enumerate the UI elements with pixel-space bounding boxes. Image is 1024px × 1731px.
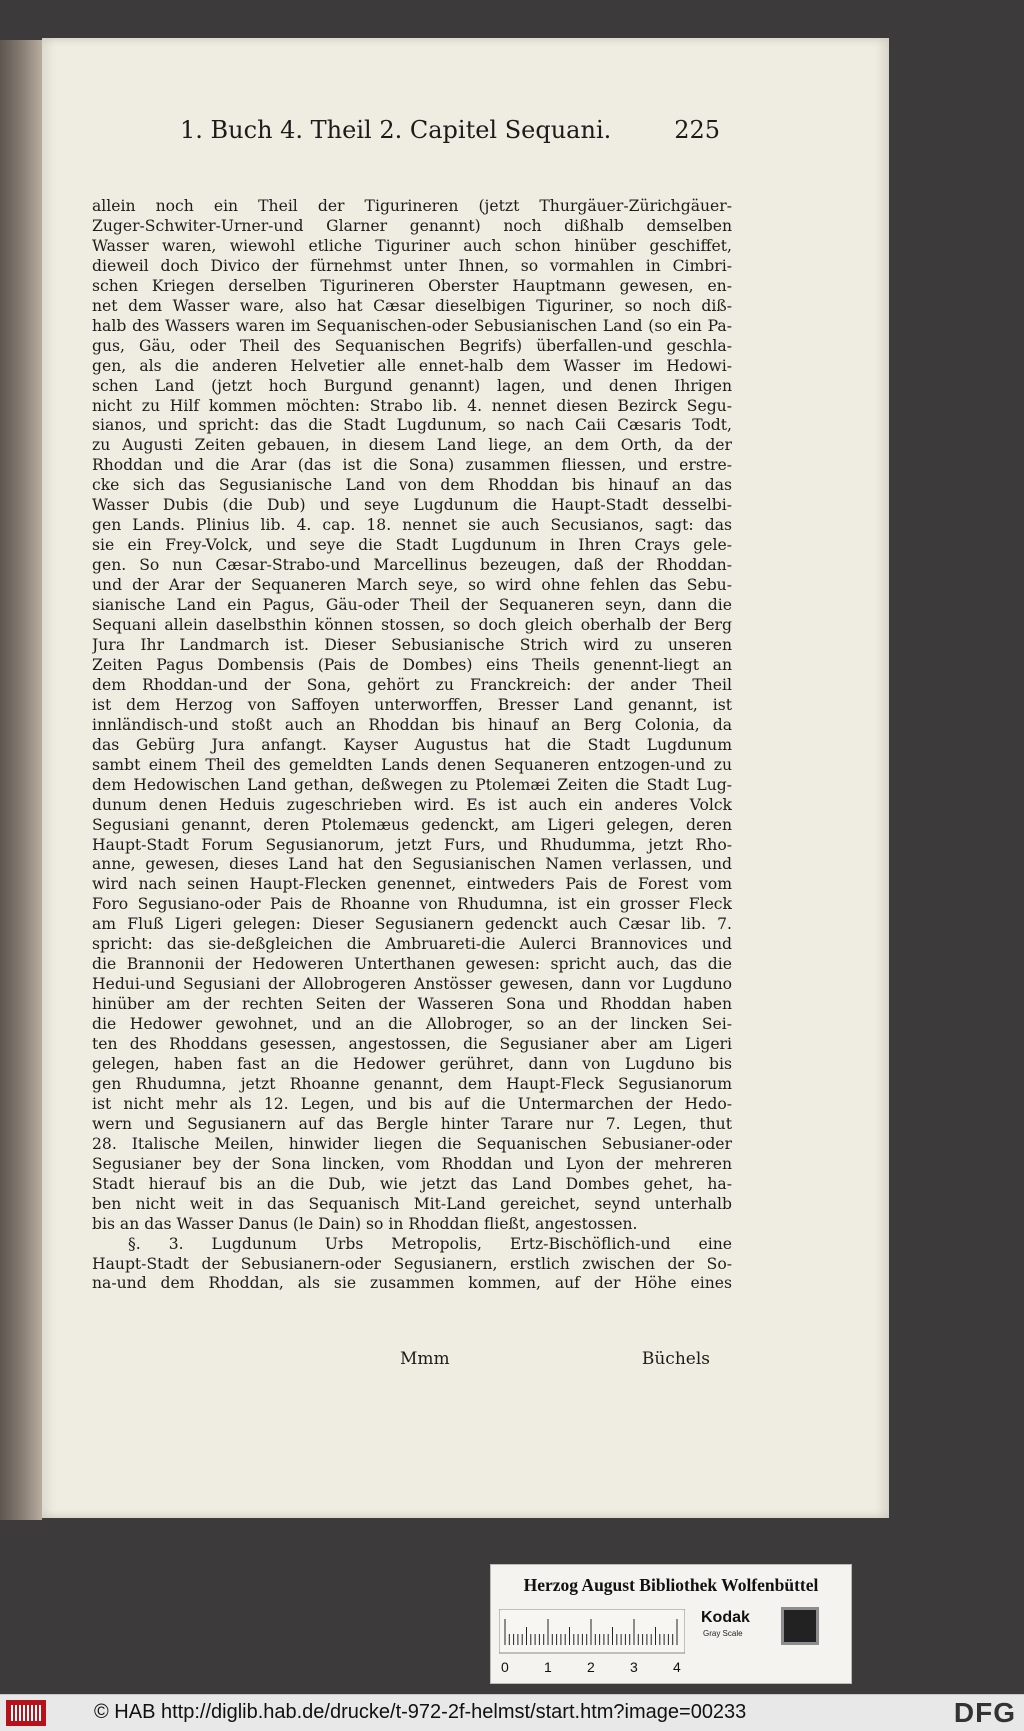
copyright-link[interactable]: © HAB http://diglib.hab.de/drucke/t-972-2f-helmst/start.htm?image=00233 [94,1701,747,1723]
text-line: net dem Wasser ware, also hat Cæsar dieselbigen Tiguriner, so noch diß- [92,296,732,315]
text-line: allein noch ein Theil der Tigurineren (jetzt Thurgäuer-Zürichgäuer- [92,197,732,215]
gray-patch [781,1607,819,1645]
catchword: Büchels [641,1349,710,1369]
text-line: wird nach seinen Haupt-Flecken genennet, eintweders Pais de Forest vom [92,875,732,894]
text-line: na-und dem Rhoddan, als sie zusammen kommen, auf der Höhe eines [92,1274,732,1293]
ruler-number: 2 [587,1659,595,1675]
text-line: Foro Segusiano-oder Pais de Rhoanne von Rhudumna, ist ein grosser Fleck [92,895,732,914]
text-line: sie ein Frey-Volck, und seye die Stadt Lugdunum in Ihren Crays gele- [92,536,732,555]
text-line: Haupt-Stadt Forum Segusianorum, jetzt Furs, und Rhudumma, jetzt Rho- [92,835,732,854]
text-line: Hedui-und Segusiani der Allobrogeren Anstösser gewesen, dann vor Lugduno [92,975,732,994]
page-header [180,116,720,152]
dfg-logo: DFG [953,1697,1016,1728]
text-line: §. 3. Lugdunum Urbs Metropolis, Ertz-Bischöflich-und eine [128,1234,732,1253]
text-line: dem Rhoddan-und der Sona, gehört zu Franckreich: der ander Theil [92,675,732,694]
text-line: sianische Land ein Pagus, Gäu-oder Theil der Sequaneren seyn, dann die [92,596,732,615]
text-line: Jura Ihr Landmarch ist. Dieser Sebusianische Strich wird zu unseren [92,635,732,654]
text-line: hinüber am der rechten Seiten der Wasseren Sona und Rhoddan haben [92,995,732,1014]
text-line: Zuger-Schwiter-Urner-und Glarner genannt) noch dißhalb demselben [92,216,732,235]
text-line: Zeiten Pagus Dombensis (Pais de Dombes) eins Theils genennt-liegt an [92,655,732,674]
kodak-gray-scale [695,1605,845,1647]
text-line: anne, gewesen, dieses Land hat den Segusianischen Namen verlassen, und [92,855,732,874]
color-calibration-card [490,1564,852,1684]
text-line: schen Land (jetzt hoch Burgund genannt) lagen, und denen Ihrigen [92,376,732,395]
text-line: Sequani allein daselbsthin können stossen, so doch gleich oberhalb der Berg [92,616,732,635]
left-page-edge [0,40,42,1520]
text-line: Stadt hierauf bis an die Dub, wie jetzt das Land Dombes gehet, ha- [92,1174,732,1193]
kodak-brand: Kodak [701,1609,750,1626]
text-line: ben nicht weit in das Sequanisch Mit-Land gereichet, seynd unterhalb [92,1194,732,1213]
text-line: Segusianer bey der Sona lincken, vom Rhoddan und Lyon der mehreren [92,1154,732,1173]
text-line: gen Rhudumna, jetzt Rhoanne genannt, dem Haupt-Fleck Segusianorum [92,1074,732,1093]
gray-scale-label: Gray Scale [703,1629,743,1638]
text-line: Rhoddan und die Arar (das ist die Sona) zusammen fliessen, und erstre- [92,456,732,475]
text-line: Segusiani genannt, deren Ptolemæus gedenckt, am Ligeri gelegen, deren [92,815,732,834]
ruler-number: 1 [544,1659,552,1675]
text-line: spricht: das sie-deßgleichen die Ambruareti-die Aulerci Brannovices und [92,935,732,954]
text-line: dieweil doch Divico der fürnehmst unter Ihnen, so vormahlen in Cimbri- [92,256,732,275]
running-head: 1. Buch 4. Theil 2. Capitel Sequani. [180,116,612,144]
text-line: ten des Rhoddans gesessen, angestossen, die Segusianer aber am Ligeri [92,1035,732,1054]
text-line: und der Arar der Sequaneren March seye, so wird ohne fehlen das Sebu- [92,576,732,595]
text-line: Haupt-Stadt der Sebusianern-oder Segusianern, erstlich zwischen der So- [92,1254,732,1273]
text-line: cke sich das Segusianische Land von dem Rhoddan bis hinauf an das [92,476,732,495]
text-line: die Brannonii der Hedoweren Unterthanen gewesen: spricht auch, das die [92,955,732,974]
text-line: halb des Wassers waren im Sequanischen-oder Sebusianischen Land (so ein Pa- [92,316,732,335]
text-line: gus, Gäu, oder Theil des Sequanischen Begrifs) überfallen-und geschla- [92,336,732,355]
text-line: gen. So nun Cæsar-Strabo-und Marcellinus bezeugen, daß der Rhoddan- [92,556,732,575]
text-line: nicht zu Hilf kommen möchten: Strabo lib. 4. nennet diesen Bezirck Segu- [92,396,732,415]
hab-logo-icon [6,1700,46,1726]
body-text [92,197,732,1294]
page-number: 225 [674,116,720,144]
text-line: 28. Italische Meilen, hinwider liegen die Sequanischen Sebusianer-oder [92,1134,732,1153]
text-line: schen Kriegen derselben Tigurineren Oberster Hauptmann gewesen, en- [92,276,732,295]
text-line: sianos, und spricht: das die Stadt Lugdunum, so nach Caii Cæsaris Todt, [92,416,732,435]
text-line: innländisch-und stoßt auch an Rhoddan bis hinauf an Berg Colonia, da [92,715,732,734]
ruler-number: 3 [630,1659,638,1675]
text-line: sambt einem Theil des gemeldten Lands denen Sequaneren entzogen-und zu [92,755,732,774]
text-line: gen Lands. Plinius lib. 4. cap. 18. nennet sie auch Secusianos, sagt: das [92,516,732,535]
text-line: dem Hedowischen Land gethan, deßwegen zu Ptolemæi Zeiten die Stadt Lug- [92,775,732,794]
page-foot [400,1349,710,1371]
text-line: bis an das Wasser Danus (le Dain) so in Rhoddan fließt, angestossen. [92,1214,638,1233]
text-line: Wasser waren, wiewohl etliche Tiguriner auch schon hinüber geschiffet, [92,236,732,255]
text-line: gen, als die anderen Helvetier alle ennet-halb dem Wasser im Hedowi- [92,356,732,375]
ruler-numbers [495,1659,691,1677]
ruler-number: 0 [501,1659,509,1675]
text-line: ist nicht mehr als 12. Legen, und bis auf die Untermarchen der Hedo- [92,1094,732,1113]
signature-mark: Mmm [400,1349,450,1369]
text-line: gelegen, haben fast an die Hedower gerühret, dann von Lugduno bis [92,1054,732,1073]
text-line: ist dem Herzog von Saffoyen unterworffen, Bresser Land genannt, ist [92,695,732,714]
text-line: wern und Segusianern auf das Bergle hinter Tarare nur 7. Legen, thut [92,1114,732,1133]
text-line: zu Augusti Zeiten gebauen, in diesem Land liege, an dem Orth, da der [92,436,732,455]
text-line: dunum denen Heduis zugeschrieben wird. Es ist auch ein anderes Volck [92,795,732,814]
text-line: am Fluß Ligeri gelegen: Dieser Segusianern gedenckt auch Cæsar lib. 7. [92,915,732,934]
ruler-scale-icon [499,1609,685,1661]
library-name: Herzog August Bibliothek Wolfenbüttel [523,1575,819,1595]
text-line: Wasser Dubis (die Dub) und seye Lugdunum die Haupt-Stadt desselbi- [92,496,732,515]
text-line: die Hedower gewohnet, und an die Allobroger, so an der lincken Sei- [92,1015,732,1034]
text-line: das Gebürg Jura anfangt. Kayser Augustus hat die Stadt Lugdunum [92,735,732,754]
viewer-footer [0,1694,1024,1731]
ruler-number: 4 [673,1659,681,1675]
